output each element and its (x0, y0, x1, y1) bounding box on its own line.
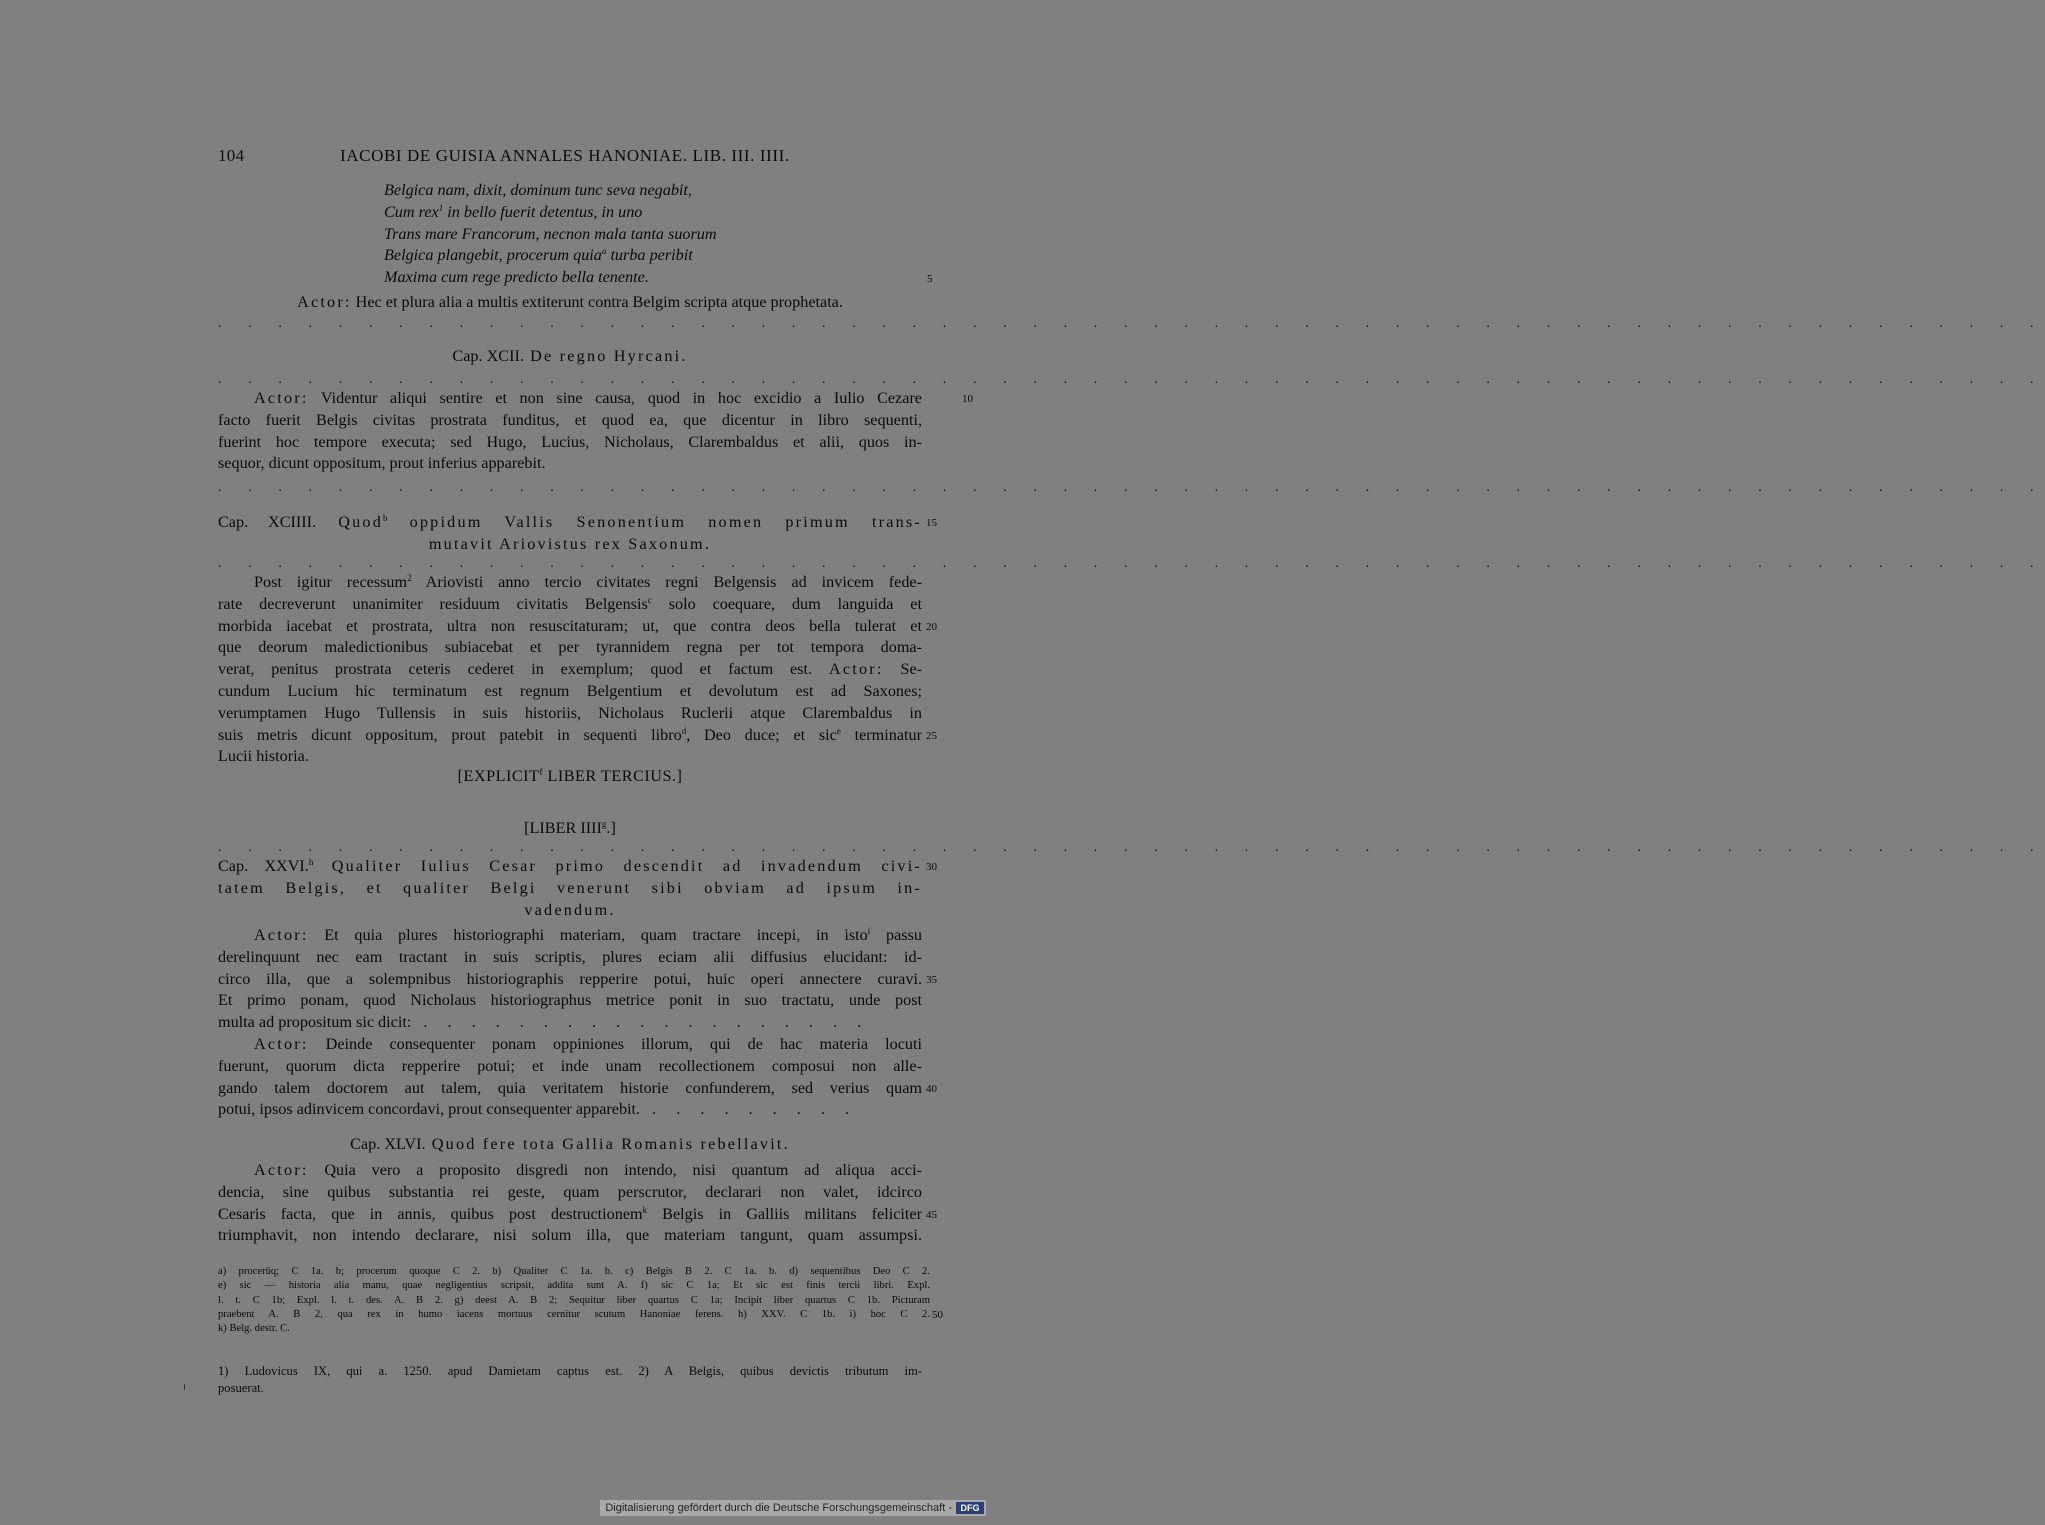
chapter-heading-46: Cap. XLVI. Quod fere tota Gallia Romanis rebellavit. (350, 1135, 790, 1153)
margin-mark (184, 1384, 185, 1390)
footnote-line: e) sic — historia alia manu, quae negligentius scripsit, addita sunt A. f) sic C 1a; Et sic est finis tercii libri. Expl. (218, 1280, 930, 1292)
chapter-heading-92: Cap. XCII. De regno Hyrcani. (452, 347, 688, 365)
paragraph-94: Post igitur recessum$^2$ Ariovisti anno tercio civitates regni Belgensis ad invicem fede- rate decreverunt unanimiter residuum civitatis Belgensis$^c$ solo coequare, dum languida et morbida iacebat et prostrata, ultra non resuscitaturam; ut, que contra deos bella tulerat et 20 que deorum maledictionibus subiacebat et per tyrannidem regna per tot tempora doma- verat, penitus prostrata ceteris cederet in exemplum; quod et factum est. Actor: Se- cundum Lucium hic terminatum est regnum Belgentium et devolutum est ad Saxones; verumptamen Hugo Tullensis in suis historiis, Nicholaus Ruclerii atque Clarembaldus in suis metris dicunt oppositum, prout patebit in sequenti libro$^d$, Deo duce; et sic$^e$ terminatur 25 Lucii historia. (218, 573, 937, 766)
verse-line: Maxima cum rege predicto bella tenente. (384, 268, 649, 287)
page-number: 104 (218, 146, 245, 165)
chapter-heading-94: Cap. XCIIII. Quod$^b$ oppidum Vallis Senonentium nomen primum trans- 15 mutavit Ariovistus rex Saxonum. (218, 513, 937, 553)
chapter-heading-26: Cap. XXVI.$^h$ Qualiter Iulius Cesar primo descendit ad invadendum civi- 30 tatem Belgis, et qualiter Belgi venerunt sibi obviam ad ipsum in- vadendum. (218, 857, 937, 919)
dfg-footer (600, 1500, 986, 1516)
paragraph-92: Actor: Videntur aliqui sentire et non sine causa, quod in hoc excidio a Iulio Cezare 10 facto fuerit Belgis civitas prostrata funditus, et quod ea, que dicentur in libro sequenti, fuerint hoc tempore executa; sed Hugo, Lucius, Nicholaus, Clarembaldus et alii, quos in- sequor, dicunt oppositum, prout inferius apparebit. (218, 389, 973, 473)
verse-block (384, 180, 717, 289)
explanatory-notes (218, 1363, 922, 1397)
verse-line: Belgica plangebit, procerum quia$^a$ turba peribit (384, 246, 693, 265)
scanned-page: 104 IACOBI DE GUISIA ANNALES HANONIAE. LIB. III. IIII. Belgica nam, dixit, dominum tunc seva negabit, Cum rex$^1$ in bello fuerit detentus, in uno Trans mare Francorum, necnon mala tanta suorum Belgica plangebit, procerum quia$^a$ turba peribit Maxima cum rege predicto bella tenente. 5 Actor: Hec et plura alia a multis extiterunt contra Belgim scripta atque prophetata. . . . . . . . . . . . . . . . . . . . . . . . . . . . . . . . . . . . . . . . . . . . . . . . . . . . . . . . . . . . . . Cap. XCII. De regno Hyrcani. . . . . . . . . . . . . . . . . . . . . . . . . . . . . . . . . . . . . . . . . . . . . . . . . . . . . . . . . . . . . . Actor: Videntur aliqui sentire et non sine causa, quod in hoc excidio a Iulio Cezare 10 facto fuerit Belgis civitas prostrata funditus, et quod ea, que dicentur in libro sequenti, fuerint hoc tempore executa; sed Hugo, Lucius, Nicholaus, Clarembaldus et alii, quos in- sequor, dicunt oppositum, prout inferius apparebit. . . . . . . . . . . . . . . . . . . . . . . . . . . . . . . . . . . . . . . . . . . . . . . . . . . . . . . . . . . . . . Cap. XCIIII. Quod$^b$ oppidum Vallis Senonentium nomen primum trans- 15 mutavit Ariovistus rex Saxonum. . . . . . . . . . . . . . . . . . . . . . . . . . . . . . . . . . . . . . . . . . . . . . . . . . . . . . . . . . . . . . Post igitur recessum$^2$ Ariovisti anno tercio civitates regni Belgensis ad invicem fede- rate decreverunt unanimiter residuum civitatis Belgensis$^c$ solo coequare, dum languida et morbida iacebat et prostrata, ultra non resuscitaturam; ut, que contra deos bella tulerat et 20 que deorum maledictionibus subiacebat et per tyrannidem regna per tot tempora doma- verat, penitus prostrata ceteris cederet in exemplum; quod et factum est. Actor: Se- cundum Lucium hic terminatum est regnum Belgentium et devolutum est ad Saxones; verumptamen Hugo Tullensis in suis historiis, Nicholaus Ruclerii atque Clarembaldus in suis metris dicunt oppositum, prout patebit in sequenti libro$^d$, Deo duce; et sic$^e$ terminatur 25 Lucii historia. [EXPLICIT$^f$ LIBER TERCIUS.] [LIBER IIII$^g$.] . . . . . . . . . . . . . . . . . . . . . . . . . . . . . . . . . . . . . . . . . . . . . . . . . . . . . . . . . . . . . Cap. XXVI.$^h$ Qualiter Iulius Cesar primo descendit ad invadendum civi- 30 tatem Belgis, et qualiter Belgi venerunt sibi obviam ad ipsum in- vadendum. Actor: Et quia plures historiographi materiam, quam tractare incepi, in isto$^i$ passu derelinquunt nec eam tractant in suis scriptis, plures eciam alii diffusius elucidant: id- circo illa, que a solempnibus historiographis repperire potui, huic operi annectere curavi. 35 Et primo ponam, quod Nicholaus historiographus metrice ponit in suo tractatu, unde post multa ad propositum sic dicit: . . . . . . . . . . . . . . . . . . . Actor: Deinde consequenter ponam oppiniones illorum, qui de hac materia locuti fuerunt, quorum dicta repperire potui; et inde unam recollectionem composui non alle- gando talem doctorem aut talem, quia veritatem historie confunderem, sed verius quam 40 potui, ipsos adinvicem concordavi, prout consequenter apparebit. . . . . . . . . . Cap. XLVI. Quod fere tota Gallia Romanis rebellavit. Actor: Quia vero a proposito disgredi non intendo, nisi quantum ad aliqua acci- dencia, sine quibus substantia rei geste, quam perscrutor, declarari non valet, idcirco Cesaris facta, que in annis, quibus post destructionem$^k$ Belgis in Galliis militans feliciter 45 triumphavit, non intendo declarare, nisi solum illa, que materiam tangunt, quam assumpsi. a) procerūq; C 1a. b; procerum quoque C 2. b) Qualiter C 1a. b. c) Belgis B 2. C 1a. b. d) sequentibus Deo C 2. e) sic — historia alia manu, quae negligentius scripsit, addita sunt A. f) sic C 1a; Et sic est finis tercii libri. Expl. l. t. C 1b; Expl. l. t. des. A. B 2. g) deest A. B 2; Sequitur liber quartus C 1a; Incipit liber quartus C 1b. Picturam praebent A. B 2, qua rex in humo iacens mortuus cernitur scutum Hanoniae ferens. h) XXV. C 1b. i) hoc C 2. 50 k) Belg. destr. C. 1) Ludovicus IX, qui a. 1250. apud Damietam captus est. 2) A Belgis, quibus devictis tributum im- posuerat. Digitalisierung gefördert durch die Deutsche Forschungsgemeinschaft - DFG (0, 0, 1000, 1525)
ellipsis-line: . . . . . . . . . . . . . . . . . . . . . . . . . . . . . . . . . . . . . . . . . . . . . . . . . . . . . . . . . . . . . (218, 480, 2045, 495)
ellipsis-line: . . . . . . . . . . . . . . . . . . . . . . . . . . . . . . . . . . . . . . . . . . . . . . . . . . . . . . . . . . . . . (218, 840, 2045, 855)
verse-line: Cum rex$^1$ in bello fuerit detentus, in uno (384, 202, 643, 221)
explicit-heading: [EXPLICIT$^f$ LIBER TERCIUS.] (457, 767, 683, 785)
ellipsis-line: . . . . . . . . . . . . . . . . . . . . . . . . . . . . . . . . . . . . . . . . . . . . . . . . . . . . . . . . . . . . . (218, 372, 2045, 387)
dfg-credit: Digitalisierung gefördert durch die Deutsche Forschungsgemeinschaft - (605, 1502, 952, 1514)
verse-line: Belgica nam, dixit, dominum tunc seva negabit, (384, 181, 692, 199)
verse-line: Trans mare Francorum, necnon mala tanta suorum (384, 224, 717, 243)
dfg-logo-icon: DFG (956, 1502, 984, 1514)
footnote-line: 1) Ludovicus IX, qui a. 1250. apud Damietam captus est. 2) A Belgis, quibus devictis tributum im- (218, 1364, 922, 1378)
ellipsis-line: . . . . . . . . . . . . . . . . . . . . . . . . . . . . . . . . . . . . . . . . . . . . . . . . . . . . . . . . . . . . . (218, 556, 2045, 571)
liber-heading: [LIBER IIII$^g$.] (524, 819, 616, 837)
ellipsis-line: . . . . . . . . . . . . . . . . . . . . . . . . . . . . . . . . . . . . . . . . . . . . . . . . . . . . . . . . . . . . . (218, 316, 2045, 331)
critical-apparatus (218, 1265, 943, 1336)
running-title: IACOBI DE GUISIA ANNALES HANONIAE. LIB. III. IIII. (340, 146, 790, 165)
page-header (218, 146, 938, 170)
footnote-line: k) Belg. destr. C. (218, 1323, 290, 1335)
footnote-line: praebent A. B 2, qua rex in humo iacens mortuus cernitur scutum Hanoniae ferens. h) XXV. C 1b. i) hoc C 2. 50 (218, 1308, 943, 1321)
footnote-line: posuerat. (218, 1381, 264, 1395)
actor-paragraph: Actor: Hec et plura alia a multis extiterunt contra Belgim scripta atque prophetata. (297, 293, 843, 311)
paragraph-46: Actor: Quia vero a proposito disgredi non intendo, nisi quantum ad aliqua acci- dencia, sine quibus substantia rei geste, quam perscrutor, declarari non valet, idcirco Cesaris facta, que in annis, quibus post destructionem$^k$ Belgis in Galliis militans feliciter 45 triumphavit, non intendo declarare, nisi solum illa, que materiam tangunt, quam assumpsi. (218, 1161, 937, 1245)
footnote-line: l. t. C 1b; Expl. l. t. des. A. B 2. g) deest A. B 2; Sequitur liber quartus C 1a; Incipit liber quartus C 1b. Picturam (218, 1294, 930, 1306)
paragraph-26: Actor: Et quia plures historiographi materiam, quam tractare incepi, in isto$^i$ passu derelinquunt nec eam tractant in suis scriptis, plures eciam alii diffusius elucidant: id- circo illa, que a solempnibus historiographis repperire potui, huic operi annectere curavi. 35 Et primo ponam, quod Nicholaus historiographus metrice ponit in suo tractatu, unde post multa ad propositum sic dicit: . . . . . . . . . . . . . . . . . . . Actor: Deinde consequenter ponam oppiniones illorum, qui de hac materia locuti fuerunt, quorum dicta repperire potui; et inde unam recollectionem composui non alle- gando talem doctorem aut talem, quia veritatem historie confunderem, sed verius quam 40 potui, ipsos adinvicem concordavi, prout consequenter apparebit. . . . . . . . . . (218, 926, 937, 1119)
footnote-line: a) procerūq; C 1a. b; procerum quoque C 2. b) Qualiter C 1a. b. c) Belgis B 2. C 1a. b. d) sequentibus Deo C 2. (218, 1266, 930, 1277)
